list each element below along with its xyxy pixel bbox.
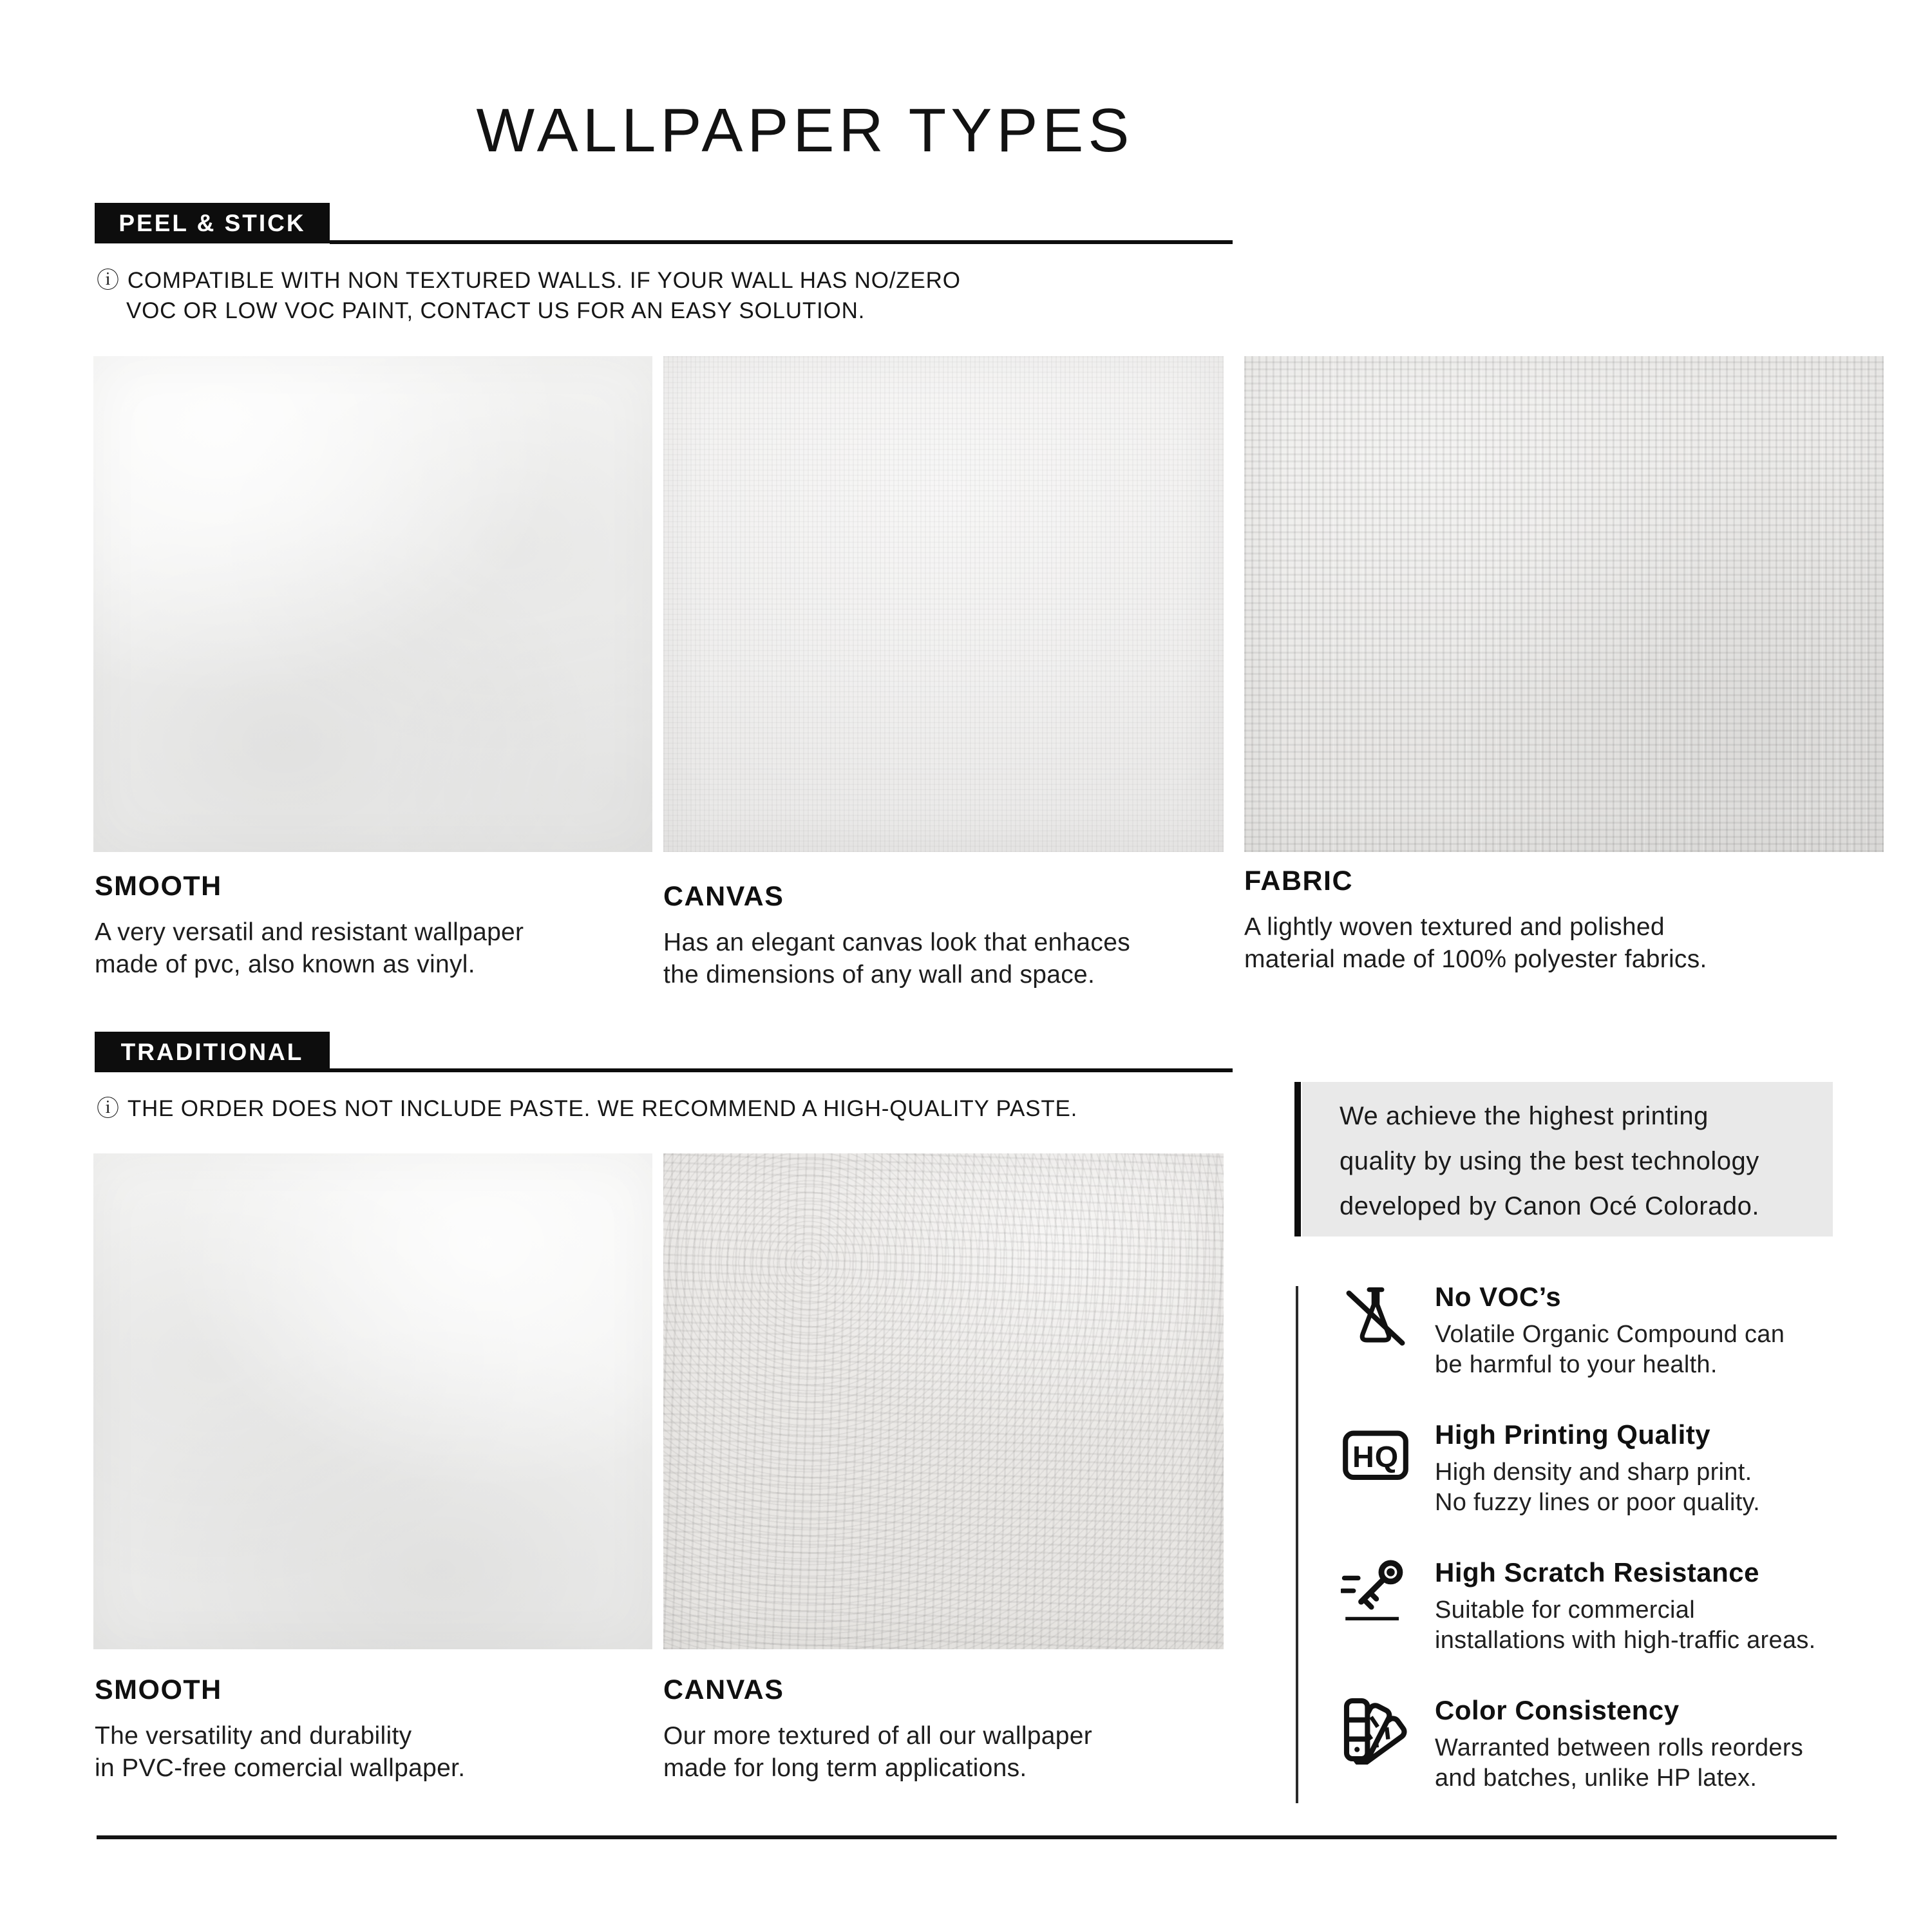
feature-desc: Warranted between rolls reorders and batches, unlike HP latex. [1435,1734,1804,1792]
feature-item-no-voc [1341,1282,1785,1380]
feature-text [1435,1419,1760,1518]
caption-canvas-peel-stick [663,881,1130,991]
note-line-1: ⓘ COMPATIBLE WITH NON TEXTURED WALLS. IF YOUR WALL HAS NO/ZERO [97,268,961,293]
note-line-1: ⓘ THE ORDER DOES NOT INCLUDE PASTE. WE RECOMMEND A HIGH-QUALITY PASTE. [97,1096,1078,1121]
swatch-sample-canvas-peel-stick [663,356,1224,852]
swatch-desc: A very versatil and resistant wallpaper made of pvc, also known as vinyl. [95,918,524,978]
swatch-desc: Has an elegant canvas look that enhaces the dimensions of any wall and space. [663,929,1131,989]
feature-desc: Volatile Organic Compound can be harmful to your health. [1435,1321,1785,1378]
note-peel-stick [97,265,961,326]
swatch-sample-fabric-peel-stick [1244,356,1884,852]
swatch-sample-smooth-traditional [93,1153,652,1649]
no-voc-flask-icon [1341,1282,1410,1351]
bottom-rule [97,1835,1837,1839]
feature-item-high-printing-quality [1341,1419,1760,1518]
quote-text: We achieve the highest printing quality by using the best technology developed by Canon Océ Colorado. [1340,1102,1759,1220]
section-rule-peel-stick [330,240,1233,244]
swatch-sample-smooth-peel-stick [93,356,652,852]
quote-panel [1302,1082,1833,1236]
feature-text [1435,1282,1785,1380]
features-divider-line [1296,1286,1298,1803]
key-scratch-icon [1341,1557,1410,1627]
swatch-title: SMOOTH [95,871,222,902]
feature-desc: Suitable for commercial installations with high-traffic areas. [1435,1596,1816,1654]
hq-badge-icon [1341,1419,1410,1489]
page-title: WALLPAPER TYPES [476,96,1134,165]
feature-title: No VOC’s [1435,1282,1562,1312]
feature-text [1435,1557,1816,1656]
quote-accent-bar [1294,1082,1301,1236]
swatch-desc: A lightly woven textured and polished material made of 100% polyester fabrics. [1244,913,1707,973]
caption-canvas-traditional [663,1674,1092,1785]
caption-smooth-peel-stick [95,871,524,981]
feature-text [1435,1695,1803,1794]
feature-title: Color Consistency [1435,1695,1680,1725]
swatch-title: SMOOTH [95,1674,222,1705]
feature-desc: High density and sharp print. No fuzzy lines or poor quality. [1435,1459,1760,1516]
caption-smooth-traditional [95,1674,465,1785]
section-label-text: PEEL & STICK [118,209,306,236]
section-rule-traditional [330,1068,1233,1072]
svg-text:HQ: HQ [1352,1439,1399,1473]
section-label-traditional [95,1032,330,1072]
info-icon: ⓘ [97,1096,120,1121]
section-label-peel-stick [95,203,330,243]
note-line-2: VOC OR LOW VOC PAINT, CONTACT US FOR AN EASY SOLUTION. [126,298,866,323]
feature-item-high-scratch-resistance [1341,1557,1816,1656]
note-traditional [97,1094,1077,1124]
swatch-sample-canvas-traditional [663,1153,1224,1649]
color-swatch-fan-icon [1341,1695,1410,1765]
swatch-title: CANVAS [663,1674,784,1705]
section-label-text: TRADITIONAL [120,1038,304,1065]
swatch-title: FABRIC [1244,866,1354,896]
swatch-desc: Our more textured of all our wallpaper made for long term applications. [663,1722,1093,1782]
feature-item-color-consistency [1341,1695,1803,1794]
swatch-title: CANVAS [663,881,784,912]
feature-title: High Printing Quality [1435,1419,1711,1450]
feature-title: High Scratch Resistance [1435,1557,1760,1587]
swatch-desc: The versatility and durability in PVC-free comercial wallpaper. [95,1722,466,1782]
info-icon: ⓘ [97,268,120,293]
caption-fabric-peel-stick [1244,866,1707,976]
